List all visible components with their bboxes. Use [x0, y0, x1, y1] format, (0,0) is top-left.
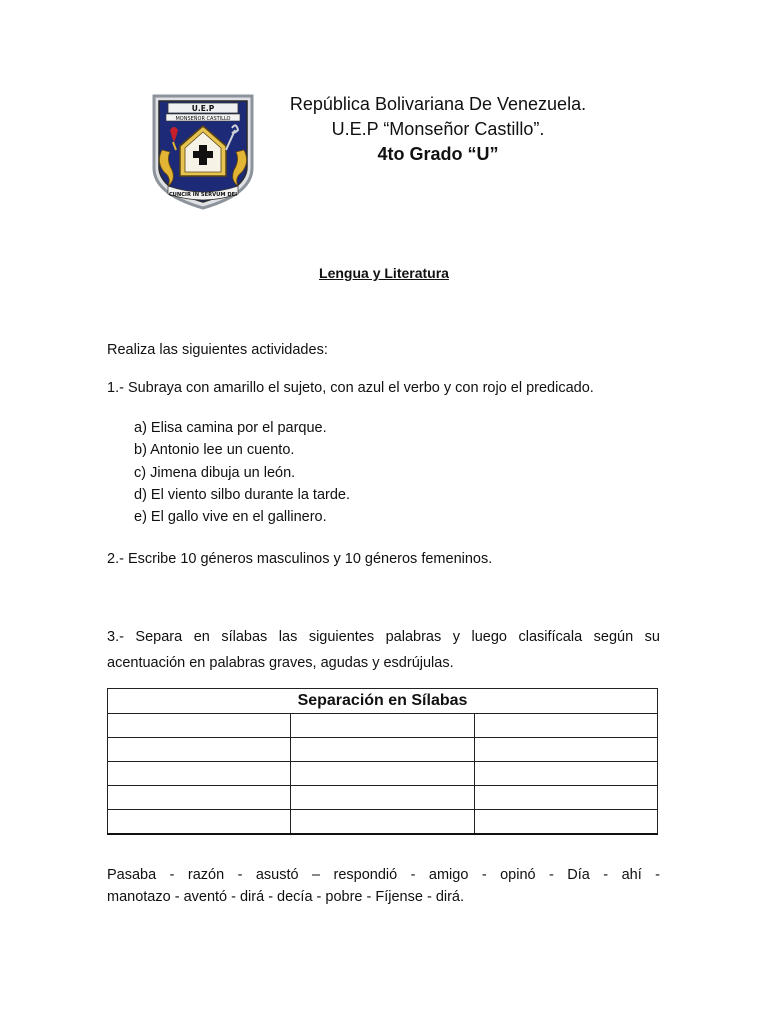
table-row [108, 714, 658, 738]
list-item: d) El viento silbo durante la tarde. [134, 486, 351, 503]
table-row [108, 738, 658, 762]
header-school-line: U.E.P “Monseñor Castillo”. [331, 119, 545, 139]
school-crest-logo [146, 90, 260, 212]
table-cell[interactable] [474, 714, 657, 738]
table-cell[interactable] [108, 810, 291, 835]
table-cell[interactable] [108, 762, 291, 786]
table-cell[interactable] [291, 714, 474, 738]
word-list-line-1: Pasaba - razón - asustó – respondió - amigo - opinó - Día - ahí - [107, 867, 660, 883]
word-list [107, 864, 660, 908]
task-3-line-1: 3.- Separa en sílabas las siguientes palabras y luego clasifícala según su [107, 629, 660, 645]
syllable-table [107, 688, 658, 835]
subject-title: Lengua y Literatura [319, 265, 449, 281]
task-2-instruction: 2.- Escribe 10 géneros masculinos y 10 géneros femeninos. [107, 551, 493, 567]
crest-top-text: U.E.P [191, 104, 215, 113]
table-cell[interactable] [108, 714, 291, 738]
crest-banner-text: MONSEÑOR CASTILLO [175, 116, 231, 122]
table-row [108, 786, 658, 810]
list-item: b) Antonio lee un cuento. [134, 442, 295, 459]
table-row [108, 810, 658, 835]
task-3-instruction [107, 624, 660, 676]
table-cell[interactable] [108, 786, 291, 810]
table-cell[interactable] [474, 786, 657, 810]
table-cell[interactable] [291, 810, 474, 835]
task-1-sentence-list [134, 417, 350, 528]
instructions-intro: Realiza las siguientes actividades: [107, 342, 328, 358]
header-grade-line: 4to Grado “U” [377, 144, 499, 164]
school-header [258, 92, 618, 167]
list-item: a) Elisa camina por el parque. [134, 420, 327, 436]
task-3-line-2: acentuación en palabras graves, agudas y esdrújulas. [107, 655, 454, 671]
list-item: e) El gallo vive en el gallinero. [134, 509, 327, 526]
table-cell[interactable] [474, 762, 657, 786]
word-list-line-2: manotazo - aventó - dirá - decía - pobre - Fíjense - dirá. [107, 889, 465, 905]
table-cell[interactable] [291, 786, 474, 810]
list-item: c) Jimena dibuja un león. [134, 464, 296, 481]
table-cell[interactable] [108, 738, 291, 762]
task-1-instruction: 1.- Subraya con amarillo el sujeto, con azul el verbo y con rojo el predicado. [107, 380, 594, 396]
syllable-table-title: Separación en Sílabas [108, 689, 658, 714]
table-row [108, 762, 658, 786]
header-country-line: República Bolivariana De Venezuela. [289, 94, 587, 114]
crest-motto-text: CUNCIR IN SERVUM DEI [168, 192, 238, 198]
table-cell[interactable] [474, 810, 657, 835]
table-cell[interactable] [291, 762, 474, 786]
table-cell[interactable] [291, 738, 474, 762]
table-cell[interactable] [474, 738, 657, 762]
